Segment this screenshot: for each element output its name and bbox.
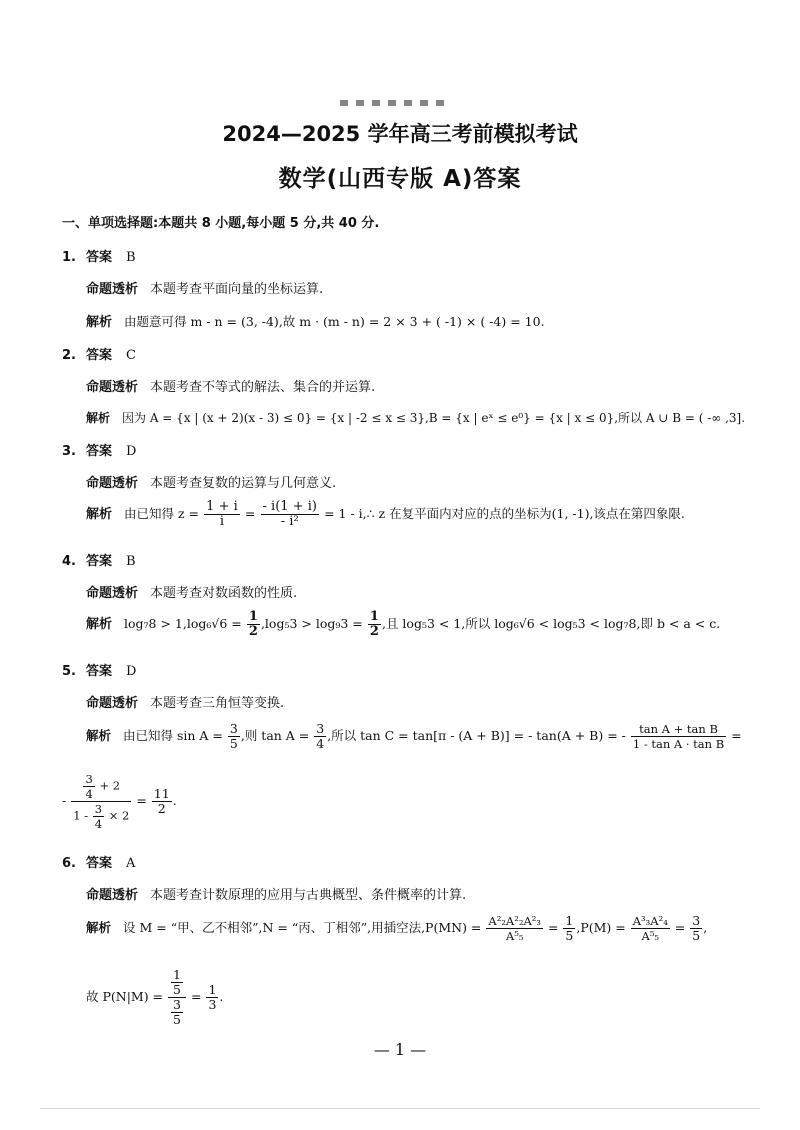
question-5-intent <box>86 692 284 711</box>
question-3-answer <box>62 440 136 459</box>
fraction-denominator: 4 <box>94 817 103 831</box>
fraction-numerator: 3 <box>692 913 701 928</box>
fraction-numerator: 1 <box>369 609 379 624</box>
equals-sign: = <box>190 989 202 1004</box>
question-5-answer <box>62 660 136 679</box>
fraction-denominator: 1 - tan A · tan B <box>632 737 725 751</box>
question-number: 6. <box>62 856 76 871</box>
comma: , <box>703 920 708 935</box>
fraction <box>83 772 94 801</box>
fraction <box>631 914 670 943</box>
fraction-numerator: 3 <box>229 721 238 736</box>
question-1-analysis <box>86 311 545 330</box>
question-number: 1. <box>62 250 76 265</box>
question-2-answer <box>62 344 136 363</box>
analysis-text-post: = 1 - i,∴ z 在复平面内对应的点的坐标为(1, -1),该点在第四象限. <box>324 506 685 521</box>
analysis-label: 解析 <box>86 411 111 425</box>
question-1-answer <box>62 246 136 265</box>
fraction-denominator: 3 <box>208 997 217 1012</box>
analysis-text: ,且 log₅3 < 1,所以 log₆√6 < log₅3 < log₇8,即 b < a < c. <box>381 616 721 631</box>
fraction-numerator: A³₃A²₄ <box>632 914 668 928</box>
fraction-denominator: 5 <box>565 928 574 943</box>
fraction-numerator: 3 <box>85 772 93 786</box>
fraction-denominator: i <box>219 514 225 529</box>
intent-label: 命题透析 <box>86 696 139 711</box>
fraction-denominator: 5 <box>173 982 181 997</box>
compound-fraction <box>71 772 131 831</box>
question-4-analysis <box>86 610 720 639</box>
answer-label: 答案 <box>85 444 112 459</box>
numerator-rest: + 2 <box>99 778 121 793</box>
equals-sign: = <box>731 728 742 743</box>
analysis-text: log₇8 > 1,log₆√6 = <box>124 616 242 631</box>
intent-label: 命题透析 <box>86 586 139 601</box>
fraction <box>247 610 260 639</box>
analysis-text: 设 M = “甲、乙不相邻”,N = “丙、丁相邻”,用插空法,P(MN) = <box>123 920 482 935</box>
fraction-numerator: - i(1 + i) <box>262 499 317 514</box>
intent-text: 本题考查计数原理的应用与古典概型、条件概率的计算. <box>150 888 467 903</box>
intent-label: 命题透析 <box>86 282 139 297</box>
fraction <box>368 610 381 639</box>
fraction <box>314 722 326 751</box>
analysis-label: 解析 <box>86 315 113 330</box>
exam-title: 2024—2025 学年高三考前模拟考试 <box>222 122 578 146</box>
equals-sign: = <box>547 920 559 935</box>
period: . <box>172 793 177 808</box>
bottom-divider <box>40 1108 760 1109</box>
fraction-numerator: 1 <box>565 913 574 928</box>
fraction-denominator <box>71 802 131 831</box>
fraction <box>486 914 543 943</box>
question-6-analysis-continued <box>86 968 223 1027</box>
fraction-denominator: 4 <box>85 787 93 801</box>
fraction-denominator: 4 <box>316 736 325 751</box>
answer-label: 答案 <box>85 664 112 679</box>
analysis-text: ,所以 tan C = tan[π - (A + B)] = - tan(A + B) = - <box>327 728 626 743</box>
answer-choice: C <box>126 348 136 363</box>
analysis-text: 由题意可得 m - n = (3, -4),故 m · (m - n) = 2 × 3 + ( -1) × ( -4) = 10. <box>124 314 545 329</box>
question-6-answer <box>62 852 135 871</box>
analysis-text-pre: 由已知得 z = <box>124 506 200 521</box>
period: . <box>219 989 224 1004</box>
answer-label: 答案 <box>85 348 112 363</box>
answer-label: 答案 <box>85 856 112 871</box>
fraction <box>261 500 319 529</box>
fraction <box>152 787 172 816</box>
fraction <box>171 998 183 1027</box>
fraction-numerator <box>168 968 186 998</box>
fraction-numerator <box>71 772 131 802</box>
fraction-numerator: 1 <box>248 609 258 624</box>
fraction <box>563 914 575 943</box>
fraction <box>171 968 183 997</box>
fraction-denominator: - i² <box>280 514 299 529</box>
fraction-denominator: 2 <box>157 801 166 816</box>
intent-label: 命题透析 <box>86 380 139 395</box>
question-5-analysis <box>86 722 742 751</box>
fraction-denominator: 5 <box>692 928 701 943</box>
answer-choice: B <box>126 554 136 569</box>
question-number: 3. <box>62 444 76 459</box>
compound-fraction <box>168 968 186 1027</box>
answer-choice: A <box>126 856 136 871</box>
question-6-intent <box>86 884 466 903</box>
intent-label: 命题透析 <box>86 888 139 903</box>
fraction-denominator: 2 <box>248 624 258 639</box>
analysis-text: 由已知得 sin A = <box>123 728 223 743</box>
analysis-label: 解析 <box>86 728 112 743</box>
analysis-text: ,log₅3 > log₉3 = <box>260 616 363 631</box>
minus-sign: - <box>62 793 67 808</box>
answer-choice: B <box>126 250 136 265</box>
intent-label: 命题透析 <box>86 476 139 491</box>
fraction-denominator: 2 <box>369 624 379 639</box>
fraction-denominator: A⁵₅ <box>641 929 660 943</box>
question-3-analysis <box>86 500 685 529</box>
fraction-numerator: 1 + i <box>206 499 238 514</box>
analysis-text: 故 P(N|M) = <box>86 989 164 1004</box>
intent-text: 本题考查平面向量的坐标运算. <box>150 282 324 297</box>
fraction-denominator: A⁵₅ <box>505 929 524 943</box>
answer-choice: D <box>126 444 137 459</box>
question-6-analysis <box>86 914 707 943</box>
question-number: 5. <box>62 664 76 679</box>
fraction-numerator: 1 <box>208 982 217 997</box>
question-4-answer <box>62 550 136 569</box>
equals-sign: = <box>136 793 147 808</box>
answer-label: 答案 <box>85 554 112 569</box>
intent-text: 本题考查三角恒等变换. <box>150 696 285 711</box>
question-3-intent <box>86 472 336 491</box>
scan-artifact <box>340 100 450 106</box>
fraction-denominator: 5 <box>229 736 238 751</box>
fraction-numerator: 3 <box>316 721 325 736</box>
fraction-numerator: A²₂A²₂A²₃ <box>488 914 541 928</box>
question-2-analysis <box>86 409 745 426</box>
fraction-numerator: 1 <box>173 967 181 982</box>
fraction-numerator: 3 <box>94 802 103 816</box>
fraction-numerator: tan A + tan B <box>631 722 726 737</box>
fraction <box>631 722 726 751</box>
equals-sign: = <box>244 506 256 521</box>
question-1-intent <box>86 278 323 297</box>
analysis-text: ,P(M) = <box>576 920 626 935</box>
fraction <box>206 983 218 1012</box>
question-4-intent <box>86 582 297 601</box>
fraction <box>204 500 240 529</box>
fraction-numerator: 11 <box>153 786 170 801</box>
equals-sign: = <box>674 920 686 935</box>
question-5-analysis-continued <box>62 772 177 831</box>
answer-key-title: 数学(山西专版 A)答案 <box>278 166 522 192</box>
intent-text: 本题考查复数的运算与几何意义. <box>150 476 337 491</box>
fraction-denominator <box>168 998 186 1027</box>
denominator-pre: 1 - <box>73 808 89 823</box>
fraction <box>690 914 702 943</box>
analysis-text: ,则 tan A = <box>240 728 310 743</box>
answer-label: 答案 <box>85 250 112 265</box>
question-number: 4. <box>62 554 76 569</box>
section-header: 一、单项选择题:本题共 8 小题,每小题 5 分,共 40 分. <box>62 216 380 231</box>
question-2-intent <box>86 376 375 395</box>
analysis-label: 解析 <box>86 507 113 522</box>
analysis-label: 解析 <box>86 617 113 632</box>
intent-text: 本题考查对数函数的性质. <box>150 586 298 601</box>
denominator-rest: × 2 <box>108 808 130 823</box>
fraction <box>228 722 240 751</box>
question-number: 2. <box>62 348 76 363</box>
analysis-text: 因为 A = {x | (x + 2)(x - 3) ≤ 0} = {x | -2 ≤ x ≤ 3},B = {x | eˣ ≤ e⁰} = {x | x ≤ 0},所以 A ∪ B = ( -∞ ,3]. <box>122 411 746 425</box>
intent-text: 本题考查不等式的解法、集合的并运算. <box>150 380 376 395</box>
analysis-label: 解析 <box>86 920 112 935</box>
fraction-numerator: 3 <box>173 997 181 1012</box>
page-number: — 1 — <box>373 1040 427 1059</box>
fraction-denominator: 5 <box>173 1012 181 1027</box>
answer-choice: D <box>126 664 137 679</box>
fraction <box>93 802 104 831</box>
